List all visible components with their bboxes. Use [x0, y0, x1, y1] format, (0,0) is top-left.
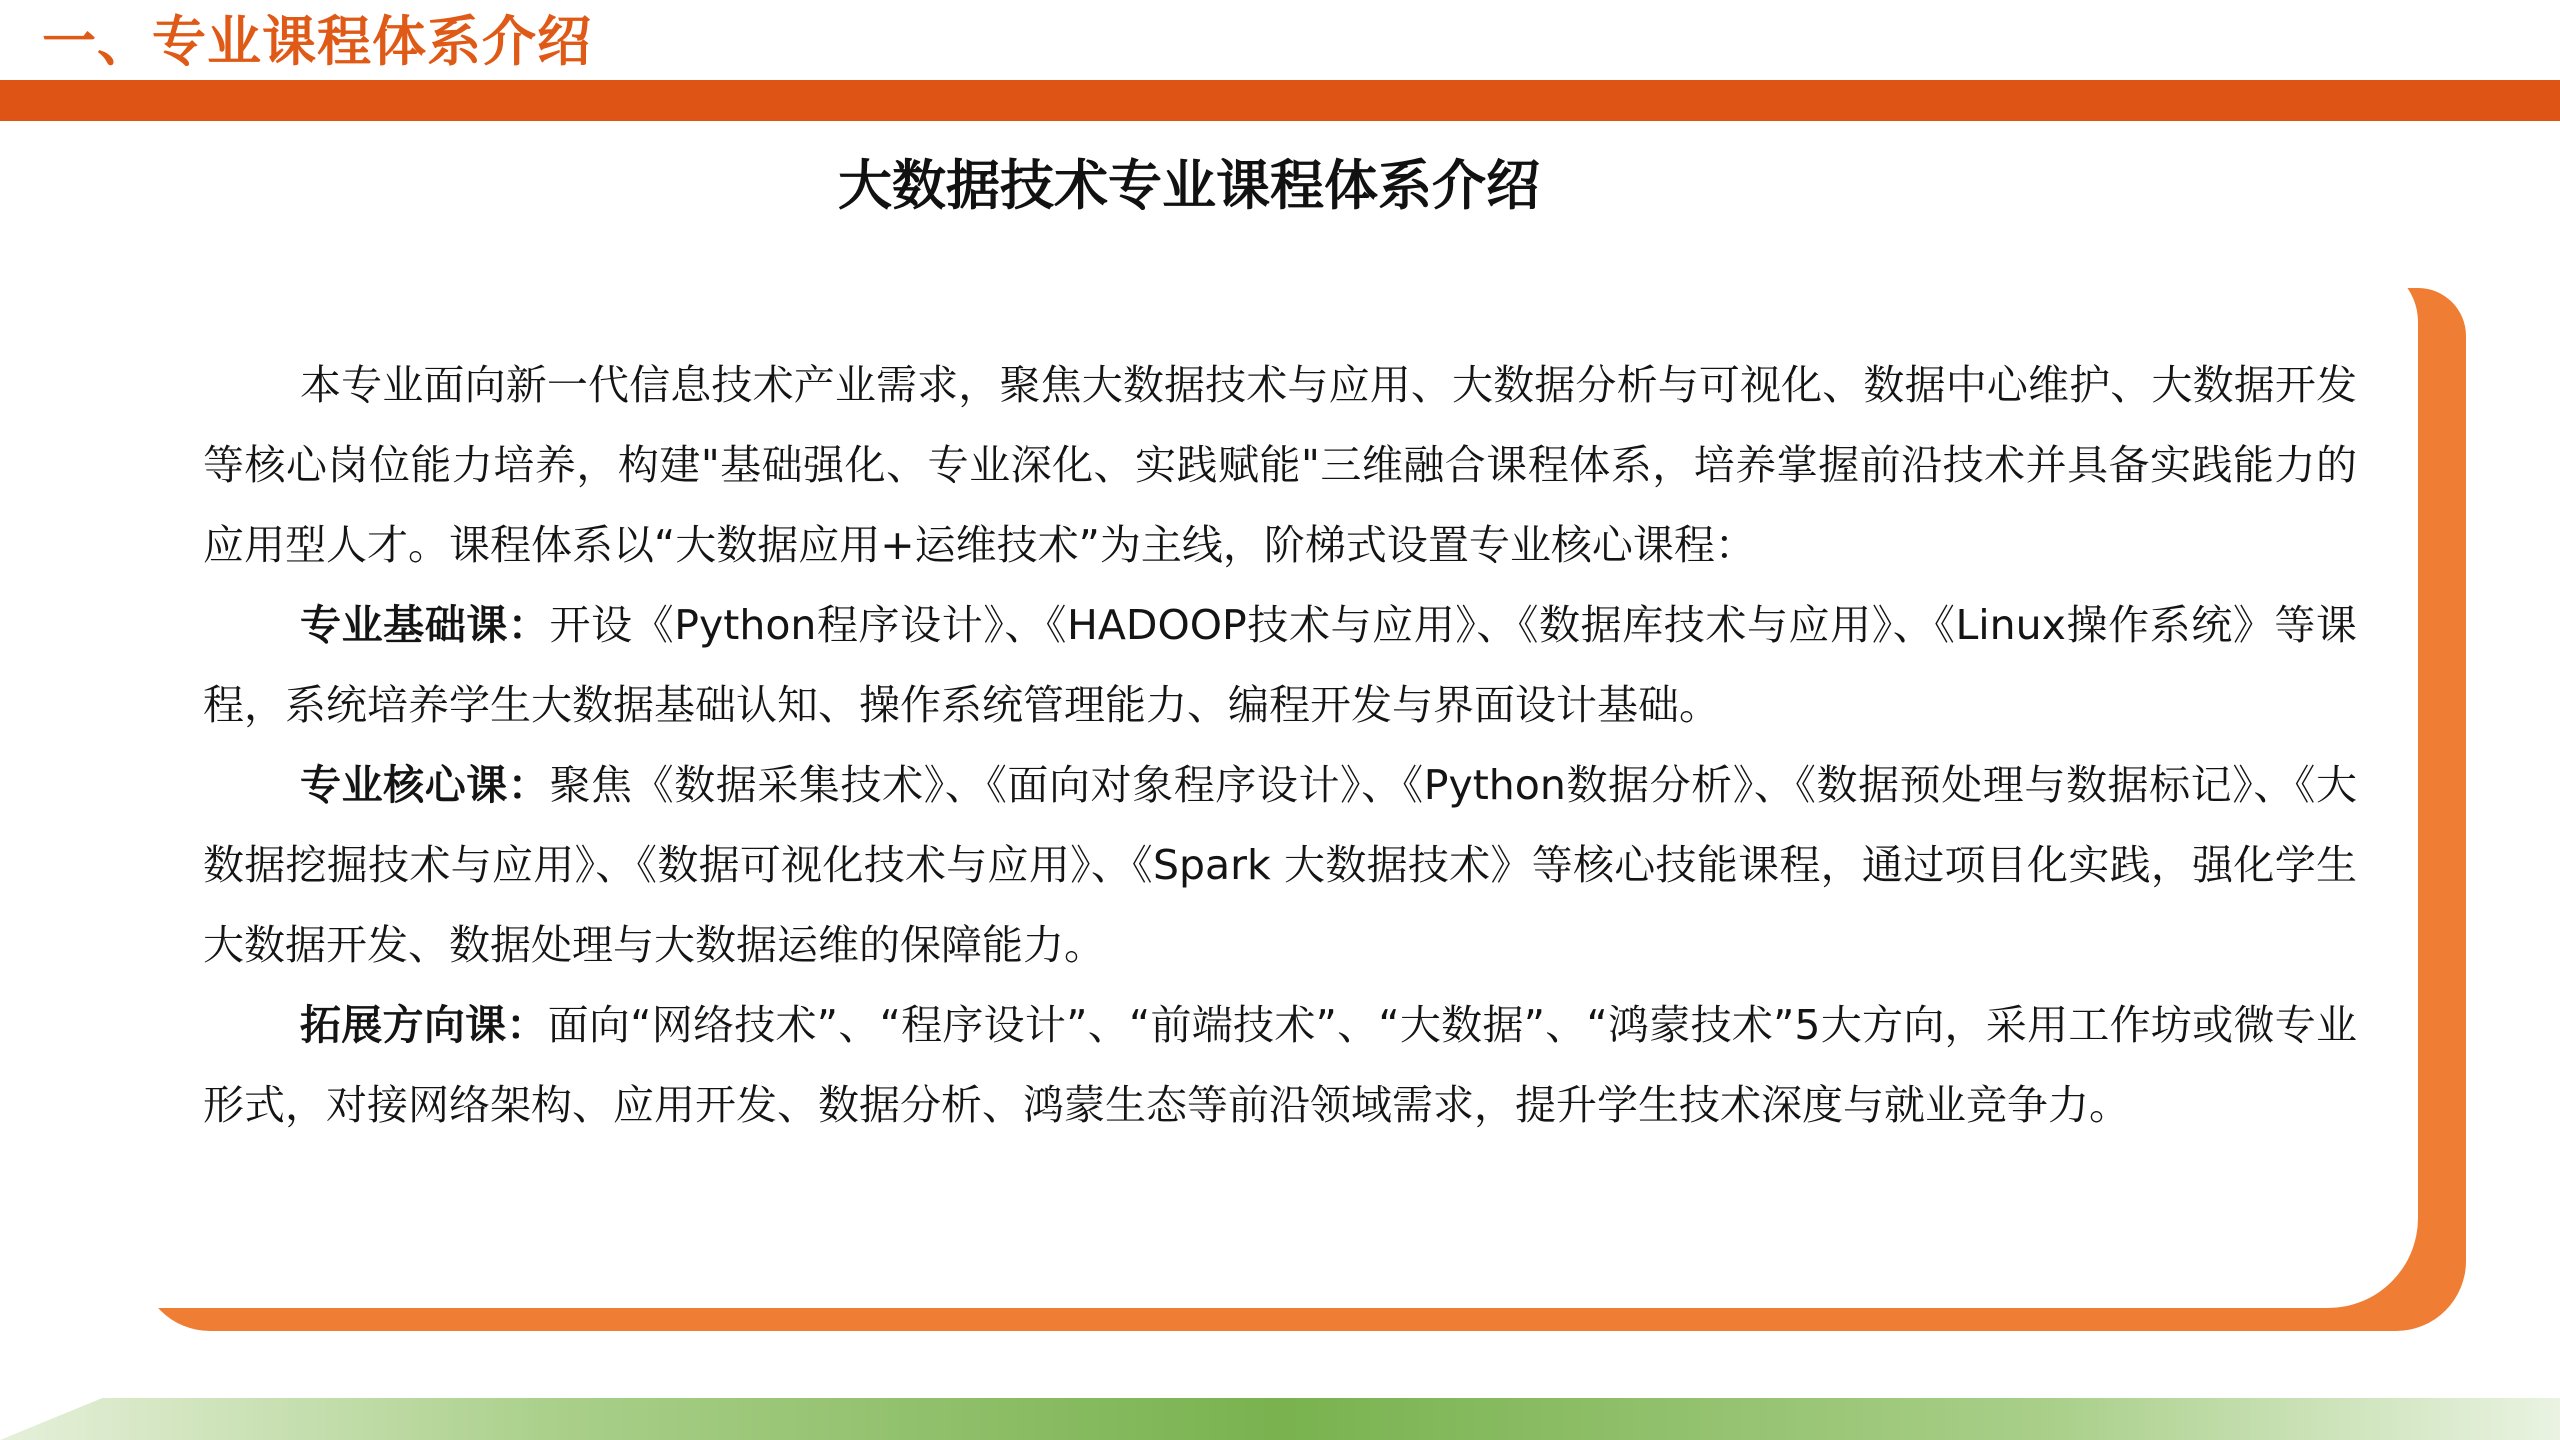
foundation-courses-paragraph — [203, 585, 2357, 745]
extension-courses-label: 拓展方向课： — [300, 1001, 548, 1049]
intro-paragraph: 本专业面向新一代信息技术产业需求，聚焦大数据技术与应用、大数据分析与可视化、数据中心维护、大数据开发等核心岗位能力培养，构建"基础强化、专业深化、实践赋能"三维融合课程体系，培养掌握前沿技术并具备实践能力的应用型人才。课程体系以“大数据应用+运维技术”为主线，阶梯式设置专业核心课程： — [203, 361, 2357, 569]
footer-decorative-band — [0, 1398, 2560, 1440]
header-divider-bar — [0, 80, 2560, 121]
foundation-courses-label: 专业基础课： — [300, 601, 550, 649]
core-courses-label: 专业核心课： — [300, 761, 550, 809]
core-courses-text: 聚焦《数据采集技术》、《面向对象程序设计》、《Python数据分析》、《数据预处理与数据标记》、《大数据挖掘技术与应用》、《数据可视化技术与应用》、《Spark 大数据技术》等核心技能课程，通过项目化实践，强化学生大数据开发、数据处理与大数据运维的保障能力。 — [203, 761, 2357, 969]
extension-courses-paragraph — [203, 985, 2357, 1145]
section-heading: 一、专业课程体系介绍 — [42, 10, 592, 73]
course-description — [203, 345, 2357, 1145]
document-title: 大数据技术专业课程体系介绍 — [838, 154, 1540, 217]
core-courses-paragraph — [203, 745, 2357, 985]
extension-courses-text: 面向“网络技术”、“程序设计”、“前端技术”、“大数据”、“鸿蒙技术”5大方向，采用工作坊或微专业形式，对接网络架构、应用开发、数据分析、鸿蒙生态等前沿领域需求，提升学生技术深度与就业竞争力。 — [203, 1001, 2358, 1129]
foundation-courses-text: 开设《Python程序设计》、《HADOOP技术与应用》、《数据库技术与应用》、《Linux操作系统》等课程，系统培养学生大数据基础认知、操作系统管理能力、编程开发与界面设计基础。 — [203, 601, 2357, 729]
